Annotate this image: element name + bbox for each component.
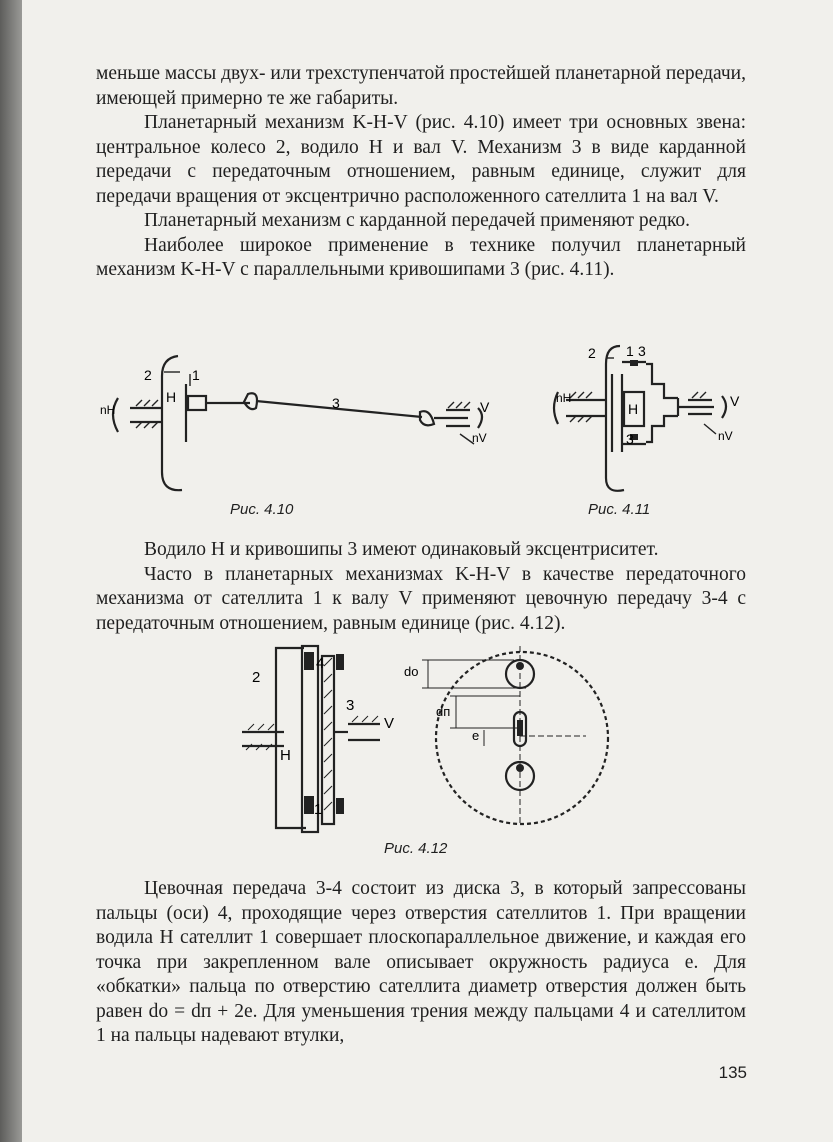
figure-4-10 <box>100 350 520 500</box>
label-H: H <box>166 389 177 405</box>
label-3-top: 3 <box>638 343 646 359</box>
figure-4-11 <box>546 334 756 504</box>
label-3: 3 <box>332 395 340 411</box>
label-2: 2 <box>252 669 261 686</box>
paragraph: Планетарный механизм с карданной передачей применяют редко. <box>144 210 691 231</box>
label-1: 1 <box>192 367 200 383</box>
label-1: 1 <box>626 343 634 359</box>
label-H: H <box>628 401 639 417</box>
label-V: V <box>480 399 490 415</box>
figure-caption: Рис. 4.11 <box>588 501 651 518</box>
label-V: V <box>384 715 395 732</box>
text-block-bottom <box>96 877 746 1049</box>
label-3: 3 <box>346 697 355 714</box>
label-4: 4 <box>316 655 325 672</box>
paragraph: Часто в планетарных механизмах K-H-V в качестве передаточного механизма от сателлита 1 к валу V применяют цевочную передачу 3-4 с передаточным отношением, равным единице (рис. 4.12). <box>96 563 746 634</box>
label-e: e <box>472 728 480 743</box>
label-nH: nH <box>556 391 572 405</box>
figure-4-12 <box>230 636 620 836</box>
text-block-middle <box>96 538 746 636</box>
label-nV: nV <box>472 431 487 445</box>
paragraph: Цевочная передача 3-4 состоит из диска 3, в который запрессованы пальцы (оси) 4, проходящие через отверстия сателлитов 1. При вращении водила H сателлит 1 совершает плоскопараллельное движение, и каждая его точка при закрепленном вале описывает окружность радиуса e. Для «обкатки» пальца по отверстию сателлита диаметр отверстия должен быть равен dо = dп + 2e. Для уменьшения трения между пальцами 4 и сателлитом 1 на пальцы надевают втулки, <box>96 878 746 1046</box>
label-V: V <box>730 393 740 409</box>
label-nV: nV <box>718 429 733 443</box>
paragraph: Наиболее широкое применение в технике получил планетарный механизм K-H-V с параллельными кривошипами 3 (рис. 4.11). <box>96 234 746 280</box>
label-nH: nH <box>100 403 116 417</box>
paragraph: Водило H и кривошипы 3 имеют одинаковый эксцентриситет. <box>144 539 659 560</box>
label-2: 2 <box>144 367 152 383</box>
label-3-bottom: 3 <box>626 431 634 447</box>
label-2: 2 <box>588 345 596 361</box>
page-number: 135 <box>718 1063 747 1082</box>
paragraph: меньше массы двух- или трехступенчатой простейшей планетарной передачи, имеющей примерно те же габариты. <box>96 63 746 109</box>
text-block-top <box>96 62 746 283</box>
book-gutter <box>0 0 22 1142</box>
figure-caption: Рис. 4.10 <box>230 501 294 518</box>
label-1: 1 <box>314 801 323 818</box>
paragraph: Планетарный механизм K-H-V (рис. 4.10) имеет три основных звена: центральное колесо 2, водило H и вал V. Механизм 3 в виде карданной передачи с передаточным отношением, равным единице, служит для передачи вращения от эксцентрично расположенного сателлита 1 на вал V. <box>96 112 746 207</box>
label-H: H <box>280 747 291 764</box>
label-do: dо <box>404 664 419 679</box>
label-dn: dп <box>436 704 451 719</box>
figure-caption: Рис. 4.12 <box>384 840 448 857</box>
